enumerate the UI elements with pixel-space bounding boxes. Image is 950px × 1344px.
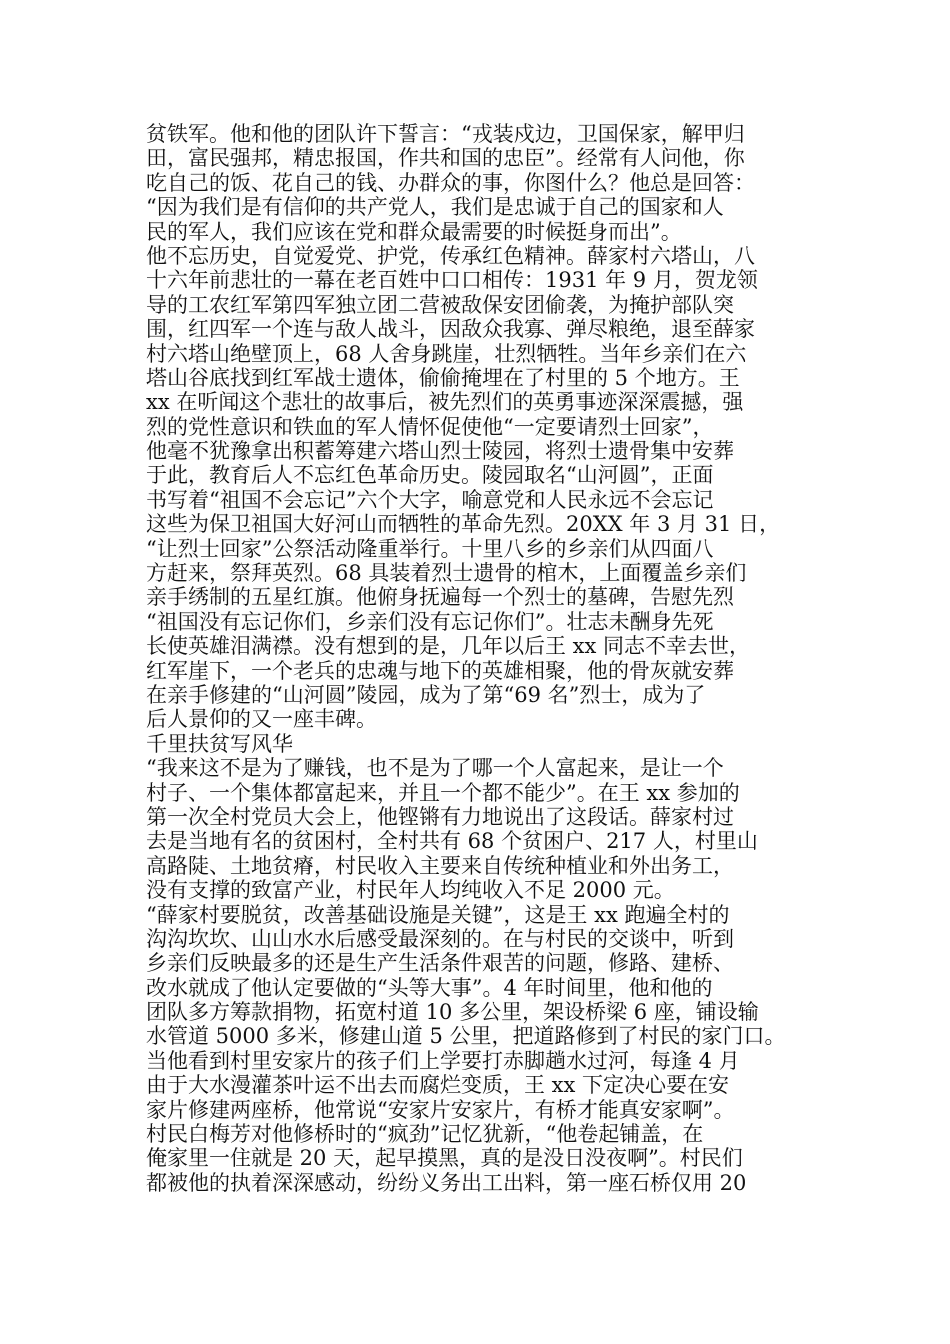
text-line: 水管道 5000 多米，修建山道 5 公里，把道路修到了村民的家门口。 <box>146 1024 786 1049</box>
text-line: xx 在听闻这个悲壮的故事后，被先烈们的英勇事迹深深震撼，强 <box>146 390 744 415</box>
text-line: 民的军人，我们应该在党和群众最需要的时候挺身而出”。 <box>146 219 682 244</box>
text-line: 没有支撑的致富产业，村民年人均纯收入不足 2000 元。 <box>146 878 675 903</box>
text-line: 十六年前悲壮的一幕在老百姓中口口相传：1931 年 9 月，贺龙领 <box>146 268 758 293</box>
text-line: 村民白梅芳对他修桥时的“疯劲”记忆犹新，“他卷起铺盖，在 <box>146 1122 704 1147</box>
text-line: 沟沟坎坎、山山水水后感受最深刻的。在与村民的交谈中，听到 <box>146 926 734 951</box>
text-line: 后人景仰的又一座丰碑。 <box>146 707 377 732</box>
text-line: 塔山谷底找到红军战士遗体，偷偷掩埋在了村里的 5 个地方。王 <box>146 365 740 390</box>
text-line: 在亲手修建的“山河圆”陵园，成为了第“69 名”烈士，成为了 <box>146 682 706 707</box>
text-line: “薛家村要脱贫，改善基础设施是关键”，这是王 xx 跑遍全村的 <box>146 902 730 927</box>
text-line: 他毫不犹豫拿出积蓄筹建六塔山烈士陵园，将烈士遗骨集中安葬 <box>146 439 734 464</box>
text-line: 由于大水漫灌茶叶运不出去而腐烂变质，王 xx 下定决心要在安 <box>146 1073 730 1098</box>
text-line: 贫铁军。他和他的团队许下誓言：“戎装戍边，卫国保家，解甲归 <box>146 122 745 146</box>
text-line: 于此，教育后人不忘红色革命历史。陵园取名“山河圆”，正面 <box>146 463 714 488</box>
text-line: 改水就成了他认定要做的“头等大事”。4 年时间里，他和他的 <box>146 975 713 1000</box>
text-line: 当他看到村里安家片的孩子们上学要打赤脚趟水过河，每逢 4 月 <box>146 1048 740 1073</box>
text-line: “我来这不是为了赚钱，也不是为了哪一个人富起来，是让一个 <box>146 756 724 781</box>
text-line: 烈的党性意识和铁血的军人情怀促使他“一定要请烈士回家”， <box>146 414 714 439</box>
section-heading: 千里扶贫写风华 <box>146 731 293 756</box>
text-line: 村子、一个集体都富起来，并且一个都不能少”。在王 xx 参加的 <box>146 780 740 805</box>
text-line: “让烈士回家”公祭活动隆重举行。十里八乡的乡亲们从四面八 <box>146 536 714 561</box>
text-line: 方赶来，祭拜英烈。68 具装着烈士遗骨的棺木，上面覆盖乡亲们 <box>146 561 747 586</box>
text-line: 乡亲们反映最多的还是生产生活条件艰苦的问题，修路、建桥、 <box>146 951 734 976</box>
text-line: 家片修建两座桥，他常说“安家片安家片，有桥才能真安家啊”。 <box>146 1097 735 1122</box>
text-line: 导的工农红军第四军独立团二营被敌保安团偷袭，为掩护部队突 <box>146 292 734 317</box>
paragraph-infrastructure <box>146 903 814 1196</box>
text-line: “祖国没有忘记你们，乡亲们没有忘记你们”。壮志未酬身先死 <box>146 609 714 634</box>
text-line: 第一次全村党员大会上，他铿锵有力地说出了这段话。薛家村过 <box>146 804 734 829</box>
text-line: 都被他的执着深深感动，纷纷义务出工出料，第一座石桥仅用 20 <box>146 1170 747 1195</box>
text-line: “因为我们是有信仰的共产党人，我们是忠诚于自己的国家和人 <box>146 195 724 220</box>
text-line: 书写着“祖国不会忘记”六个大字，喻意党和人民永远不会忘记 <box>146 487 714 512</box>
text-line: 吃自己的饭、花自己的钱、办群众的事，你图什么？他总是回答： <box>146 170 755 195</box>
text-line: 俺家里一住就是 20 天，起早摸黑，真的是没日没夜啊”。村民们 <box>146 1146 743 1171</box>
text-line: 团队多方筹款捐物，拓宽村道 10 多公里，架设桥梁 6 座，铺设输 <box>146 1000 759 1025</box>
text-line: 亲手绣制的五星红旗。他俯身抚遍每一个烈士的墓碑，告慰先烈 <box>146 585 734 610</box>
paragraph-oath <box>146 122 814 244</box>
document-page <box>146 122 814 1195</box>
text-line: 村六塔山绝壁顶上，68 人舍身跳崖，壮烈牺牲。当年乡亲们在六 <box>146 341 747 366</box>
text-line: 去是当地有名的贫困村，全村共有 68 个贫困户、217 人，村里山 <box>146 829 758 854</box>
text-line: 他不忘历史，自觉爱党、护党，传承红色精神。薛家村六塔山，八 <box>146 243 755 268</box>
text-line: 长使英雄泪满襟。没有想到的是，几年以后王 xx 同志不幸去世， <box>146 634 751 659</box>
paragraph-history <box>146 244 814 732</box>
text-line: 高路陡、土地贫瘠，村民收入主要来自传统种植业和外出务工， <box>146 853 734 878</box>
paragraph-poverty-intro <box>146 756 814 902</box>
text-line: 这些为保卫祖国大好河山而牺牲的革命先烈。20XX 年 3 月 31 日， <box>146 512 781 537</box>
text-line: 红军崖下，一个老兵的忠魂与地下的英雄相聚，他的骨灰就安葬 <box>146 658 734 683</box>
text-line: 围，红四军一个连与敌人战斗，因敌众我寡、弹尽粮绝，退至薛家 <box>146 317 755 342</box>
text-line: 田，富民强邦，精忠报国，作共和国的忠臣”。经常有人问他，你 <box>146 146 745 171</box>
